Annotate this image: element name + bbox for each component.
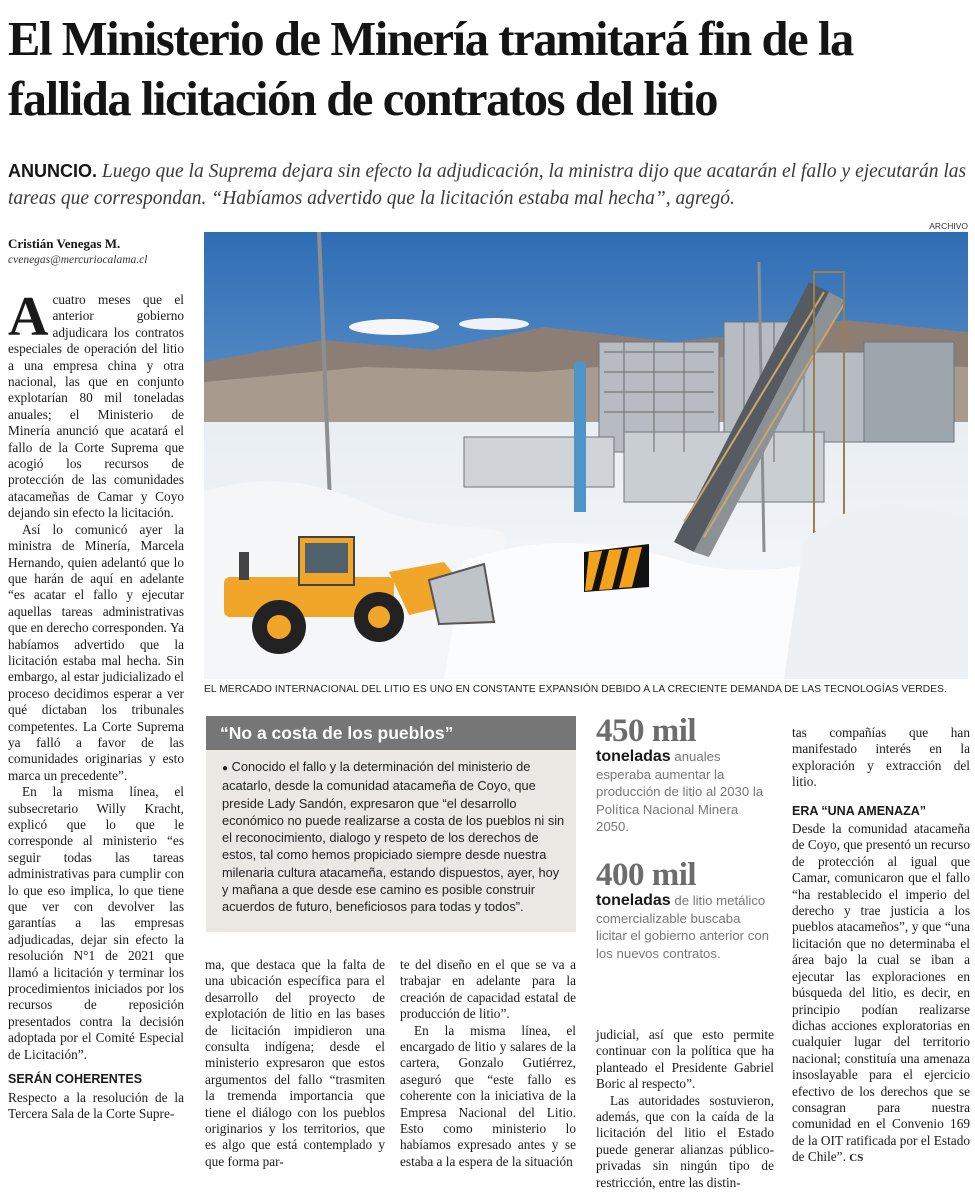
- author-email[interactable]: cvenegas@mercuriocalama.cl: [8, 254, 148, 266]
- drop-cap: A: [8, 286, 49, 348]
- col2-paragraph: ma, que destaca que la falta de una ubicación específica para el desarrollo del proyecto de explotación de litio en las bases de licitación impidieron una consulta indígena; desde el ministerio expresaron que estos argumentos del fallo “trasmiten la tremenda importancia que tiene el diálogo con los pueblos originarios y los territorios, que es algo que está contemplado y que forma par-: [205, 957, 385, 1169]
- article-column-5: [792, 725, 970, 1167]
- col4-paragraph-1: judicial, así que esto permite continuar con la política que ha planteado el Presidente Gabriel Boric al respecto”.: [596, 1027, 774, 1092]
- sidebar-box-title: “No a costa de los pueblos”: [206, 716, 576, 750]
- col4-paragraph-2: Las autoridades sostuvieron, además, que con la caída de la licitación del litio el Estado puede generar alianzas público-privadas sin ningún tipo de restricción, entre las distin-: [596, 1092, 774, 1190]
- col1-paragraph-3: En la misma línea, el subsecretario Willy Kracht, explicó que lo que le corresponde al ministerio “es seguir todas las tareas administrativas para cumplir con lo que eso implica, lo que tiene que ver con devolver las garantías a las empresas adjudicadas, dejar sin efecto la resolución N°1 de 2021 que llamó a licitación y terminar los procedimientos iniciados por los recursos de reposición presentados contra la decisión adoptada por el Comité Especial de Licitación”.: [8, 784, 184, 1062]
- stat-1-unit: toneladas: [596, 748, 671, 765]
- lead-paragraph: [8, 158, 970, 212]
- col3-paragraph-2: En la misma línea, el encargado de litio y salares de la cartera, Gonzalo Gutiérrez, aseguró que “este fallo es coherente con la iniciativa de la Empresa Nacional del Litio. Esto como ministerio lo habíamos expresado antes y se estaba a la espera de la situación: [400, 1022, 576, 1169]
- article-column-3: [400, 957, 576, 1170]
- author-name: Cristián Venegas M.: [8, 236, 121, 251]
- article-column-4: [596, 1027, 774, 1191]
- stat-1-text: [596, 748, 774, 836]
- col1-paragraph-2: Así lo comunicó ayer la ministra de Minería, Marcela Hernando, quien adelantó que lo que harán de aquí en adelante “es acatar el fallo y ejecutar aquellas tareas administrativas que en derecho corresponden. Ya habíamos advertido que la licitación estaba mal hecha. Sin embargo, al estar judicializado el proceso decidimos esperar a ver qué dictaban los tribunales competentes. La Corte Suprema ya falló a favor de las comunidades originarias y esto marca un precedente”.: [8, 521, 184, 783]
- stat-1-description: anuales esperaba aumentar la producción de litio al 2030 la Política Nacional Minera 2050.: [596, 749, 764, 834]
- col3-paragraph-1: te del diseño en el que se va a trabajar en adelante para la creación de capacidad estatal de producción de litio”.: [400, 957, 576, 1022]
- photo-caption: EL MERCADO INTERNACIONAL DEL LITIO ES UNO EN CONSTANTE EXPANSIÓN DEBIDO A LA CRECIENTE DEMANDA DE LAS TECNOLOGÍAS VERDES.: [204, 684, 947, 695]
- stat-2-unit: toneladas: [596, 892, 671, 909]
- stat-1-number: 450 mil: [596, 713, 697, 749]
- col5-subhead: ERA “UNA AMENAZA”: [792, 803, 927, 818]
- col1-paragraph-4: Respecto a la resolución de la Tercera Sala de la Corte Supre-: [8, 1089, 184, 1121]
- col1-paragraph-1: cuatro meses que el anterior gobierno adjudicara los contratos especiales de operación del litio a una empresa china y otra nacional, las que en conjunto explotarían 80 mil toneladas anuales; el Ministerio de Minería anunció que acatará el fallo de la Corte Suprema que acogió los recursos de protección de las comunidades atacameñas de Camar y Coyo dejando sin efecto la licitación.: [8, 292, 184, 521]
- stat-2-description: de litio metálico comercializable buscaba licitar el gobierno anterior con los nuevos contratos.: [596, 893, 769, 961]
- stat-2-number: 400 mil: [596, 857, 697, 893]
- bullet-icon: ●: [222, 763, 229, 774]
- article-column-1: [8, 286, 184, 1122]
- stat-box-2: [596, 858, 774, 962]
- stat-2-text: [596, 892, 774, 962]
- photo-credit: ARCHIVO: [929, 221, 968, 231]
- lithium-plant-illustration: [204, 232, 968, 679]
- end-mark: CS: [849, 1152, 864, 1165]
- sidebar-box-text: Conocido el fallo y la determinación del ministerio de acatarlo, desde la comunidad atacameña de Coyo, que preside Lady Sandón, expresaron que “el desarrollo económico no puede realizarse a costa de los pueblos ni sin el reconocimiento, dialogo y respeto de los derechos de estos, tal como hemos propiciado siempre desde nuestra milenaria cultura atacameña, estando dispuestos, ayer, hoy y mañana a que desde ese camino es posible construir acuerdos de futuro, beneficiosos para todas y todos”.: [222, 759, 565, 915]
- headline: El Ministerio de Minería tramitará fin de la fallida licitación de contratos del litio: [8, 13, 853, 126]
- lead-text: Luego que la Suprema dejara sin efecto la adjudicación, la ministra dijo que acatarán el fallo y ejecutarán las tareas que correspondan. “Habíamos advertido que la licitación estaba mal hecha”, agregó.: [8, 161, 967, 209]
- sidebar-box: [206, 750, 576, 932]
- lead-tag: ANUNCIO.: [8, 161, 97, 181]
- main-photo: [204, 232, 968, 679]
- col1-subhead: SERÁN COHERENTES: [8, 1072, 143, 1087]
- col5-paragraph-2-text: Desde la comunidad atacameña de Coyo, que presentó un recurso de protección al igual que Camar, comunicaron que el fallo “ha restablecido el imperio del derecho y trae justicia a los pueblos atacameños”, y que “una licitación que no determinaba el área bajo la cual se iban a ejecutar las exploraciones en búsqueda del litio, es decir, en principio podían realizarse dichas acciones exploratorias en cualquier lugar del territorio nacional; constituía una amenaza insoslayable para el ejercicio efectivo de los derechos que se consagran para nuestra comunidad en el Convenio 169 de la OIT ratificada por el Estado de Chile”.: [792, 821, 970, 1165]
- col5-paragraph-1: tas compañías que han manifestado interés en la exploración y extracción del litio.: [792, 725, 970, 790]
- col5-paragraph-2: [792, 821, 970, 1167]
- article-column-2: [205, 957, 385, 1170]
- stat-box-1: [596, 714, 774, 836]
